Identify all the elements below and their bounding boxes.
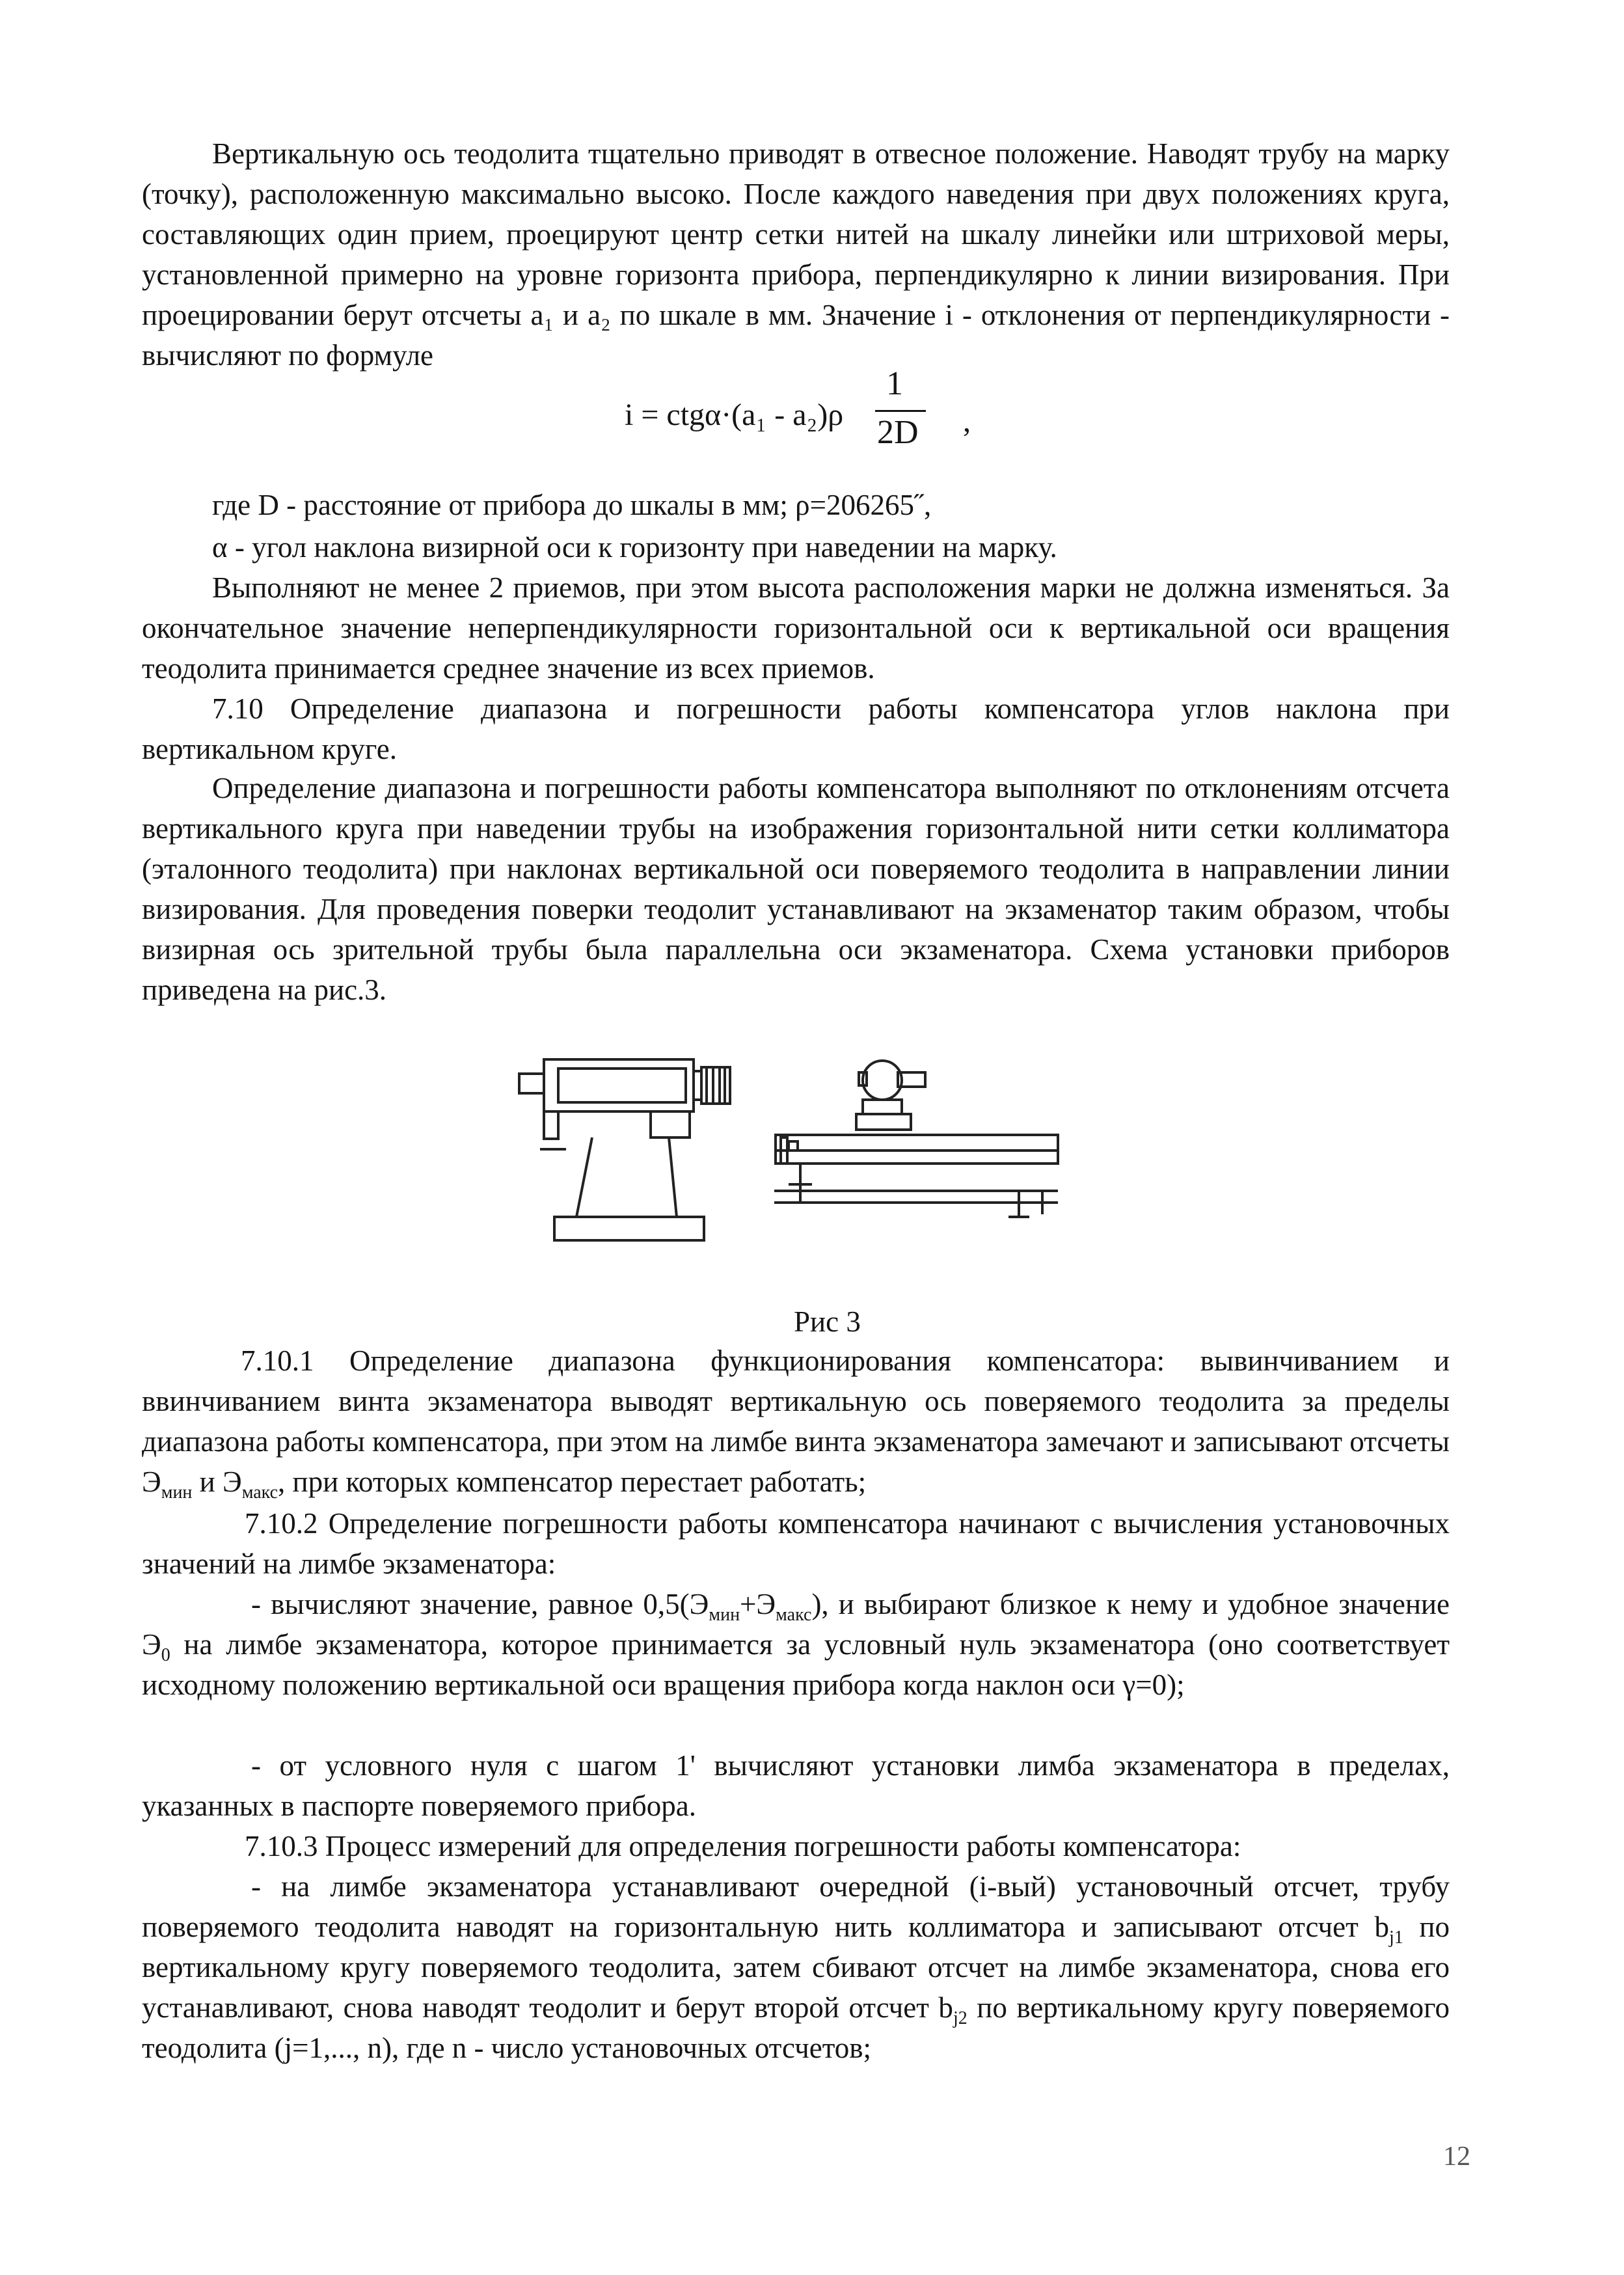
paragraph-where-d: где D - расстояние от прибора до шкалы в мм; ρ=206265˝,: [212, 489, 932, 521]
paragraph-limb-settings: - от условного нуля с шагом 1' вычисляют установки лимба экзаменатора в пределах, указанных в паспорте поверяемого прибора.: [142, 1749, 1450, 1822]
formula-numerator: 1: [886, 365, 903, 402]
paragraph-compensator-method: Определение диапазона и погрешности работы компенсатора выполняют по отклонениям отсчета вертикального круга при наведении трубы на изображения горизонтальной нити сетки коллиматора (эталонного теодолита) при наклонах вертикальной оси поверяемого теодолита в направлении линии визирования. Для проведения поверки теодолит устанавливают на экзаменатор таким образом, чтобы визирная ось зрительной трубы была параллельна оси экзаменатора. Схема установки приборов приведена на рис.3.: [142, 772, 1450, 1006]
paragraph-axis-alignment: Вертикальную ось теодолита тщательно приводят в отвесное положение. Наводят трубу на марку (точку), расположенную максимально высоко. После каждого наведения при двух положениях круга, составляющих один прием, проецируют центр сетки нитей на шкалу линейки или штриховой меры, установленной примерно на уровне горизонта прибора, перпендикулярно к линии визирования. При проецировании берут отсчеты а₁ и а₂ по шкале в мм. Значение i - отклонения от перпендикулярности - вычисляют по формуле: [142, 137, 1450, 372]
collimator-drawing: [519, 1059, 730, 1240]
paragraph-7-10-3: 7.10.3 Процесс измерений для определения погрешности работы компенсатора:: [245, 1830, 1241, 1862]
formula-inclination: [625, 364, 1080, 462]
paragraph-7-10-1: 7.10.1 Определение диапазона функционирования компенсатора: вывинчиванием и ввинчиванием винта экзаменатора выводят вертикальную ось поверяемого теодолита за пределы диапазона работы компенсатора, при этом на лимбе винта экзаменатора замечают и записывают отсчеты $Э_{мин}$ и $Э_{макс}$, при которых компенсатор перестает работать;: [142, 1344, 1450, 1503]
instrument-setup-diagram: [494, 1054, 1080, 1288]
formula-trailing: ,: [963, 404, 971, 439]
figure-caption: Рис 3: [794, 1305, 861, 1338]
paragraph-measurement-process: - на лимбе экзаменатора устанавливают очередной (i-вый) установочный отсчет, трубу поверяемого теодолита наводят на горизонтальную нить коллиматора и записывают отсчет $b_{j1}$ по вертикальному кругу поверяемого теодолита, затем сбивают отсчет на лимбе экзаменатора, снова его устанавливают, снова наводят теодолит и берут второй отсчет $b_{j2}$ по вертикальному кругу поверяемого теодолита (j=1,..., n), где n - число установочных отсчетов;: [142, 1870, 1450, 2064]
paragraph-receptions: Выполняют не менее 2 приемов, при этом высота расположения марки не должна изменяться. За окончательное значение неперпендикулярности горизонтальной оси к вертикальной оси вращения теодолита принимается среднее значение из всех приемов.: [142, 571, 1450, 685]
formula-lhs: i = ctgα·(a₁ - a₂)ρ: [625, 398, 844, 432]
theodolite-drawing: [774, 1061, 1058, 1217]
paragraph-alpha: α - угол наклона визирной оси к горизонту при наведении на марку.: [212, 531, 1057, 564]
formula-denominator: 2D: [877, 414, 919, 451]
fraction-bar: [875, 410, 926, 412]
paragraph-conditional-zero: - вычисляют значение, равное $0,5(Э_{мин}+Э_{макс})$, и выбирают близкое к нему и удобное значение $Э_0$ на лимбе экзаменатора, которое принимается за условный нуль экзаменатора (оно соответствует исходному положению вертикальной оси вращения прибора когда наклон оси γ=0);: [142, 1588, 1450, 1701]
paragraph-7-10-2: 7.10.2 Определение погрешности работы компенсатора начинают с вычисления установочных значений на лимбе экзаменатора:: [142, 1507, 1450, 1580]
paragraph-section-7-10: 7.10 Определение диапазона и погрешности работы компенсатора углов наклона при вертикальном круге.: [142, 692, 1450, 765]
page-number: 12: [1443, 2142, 1470, 2172]
